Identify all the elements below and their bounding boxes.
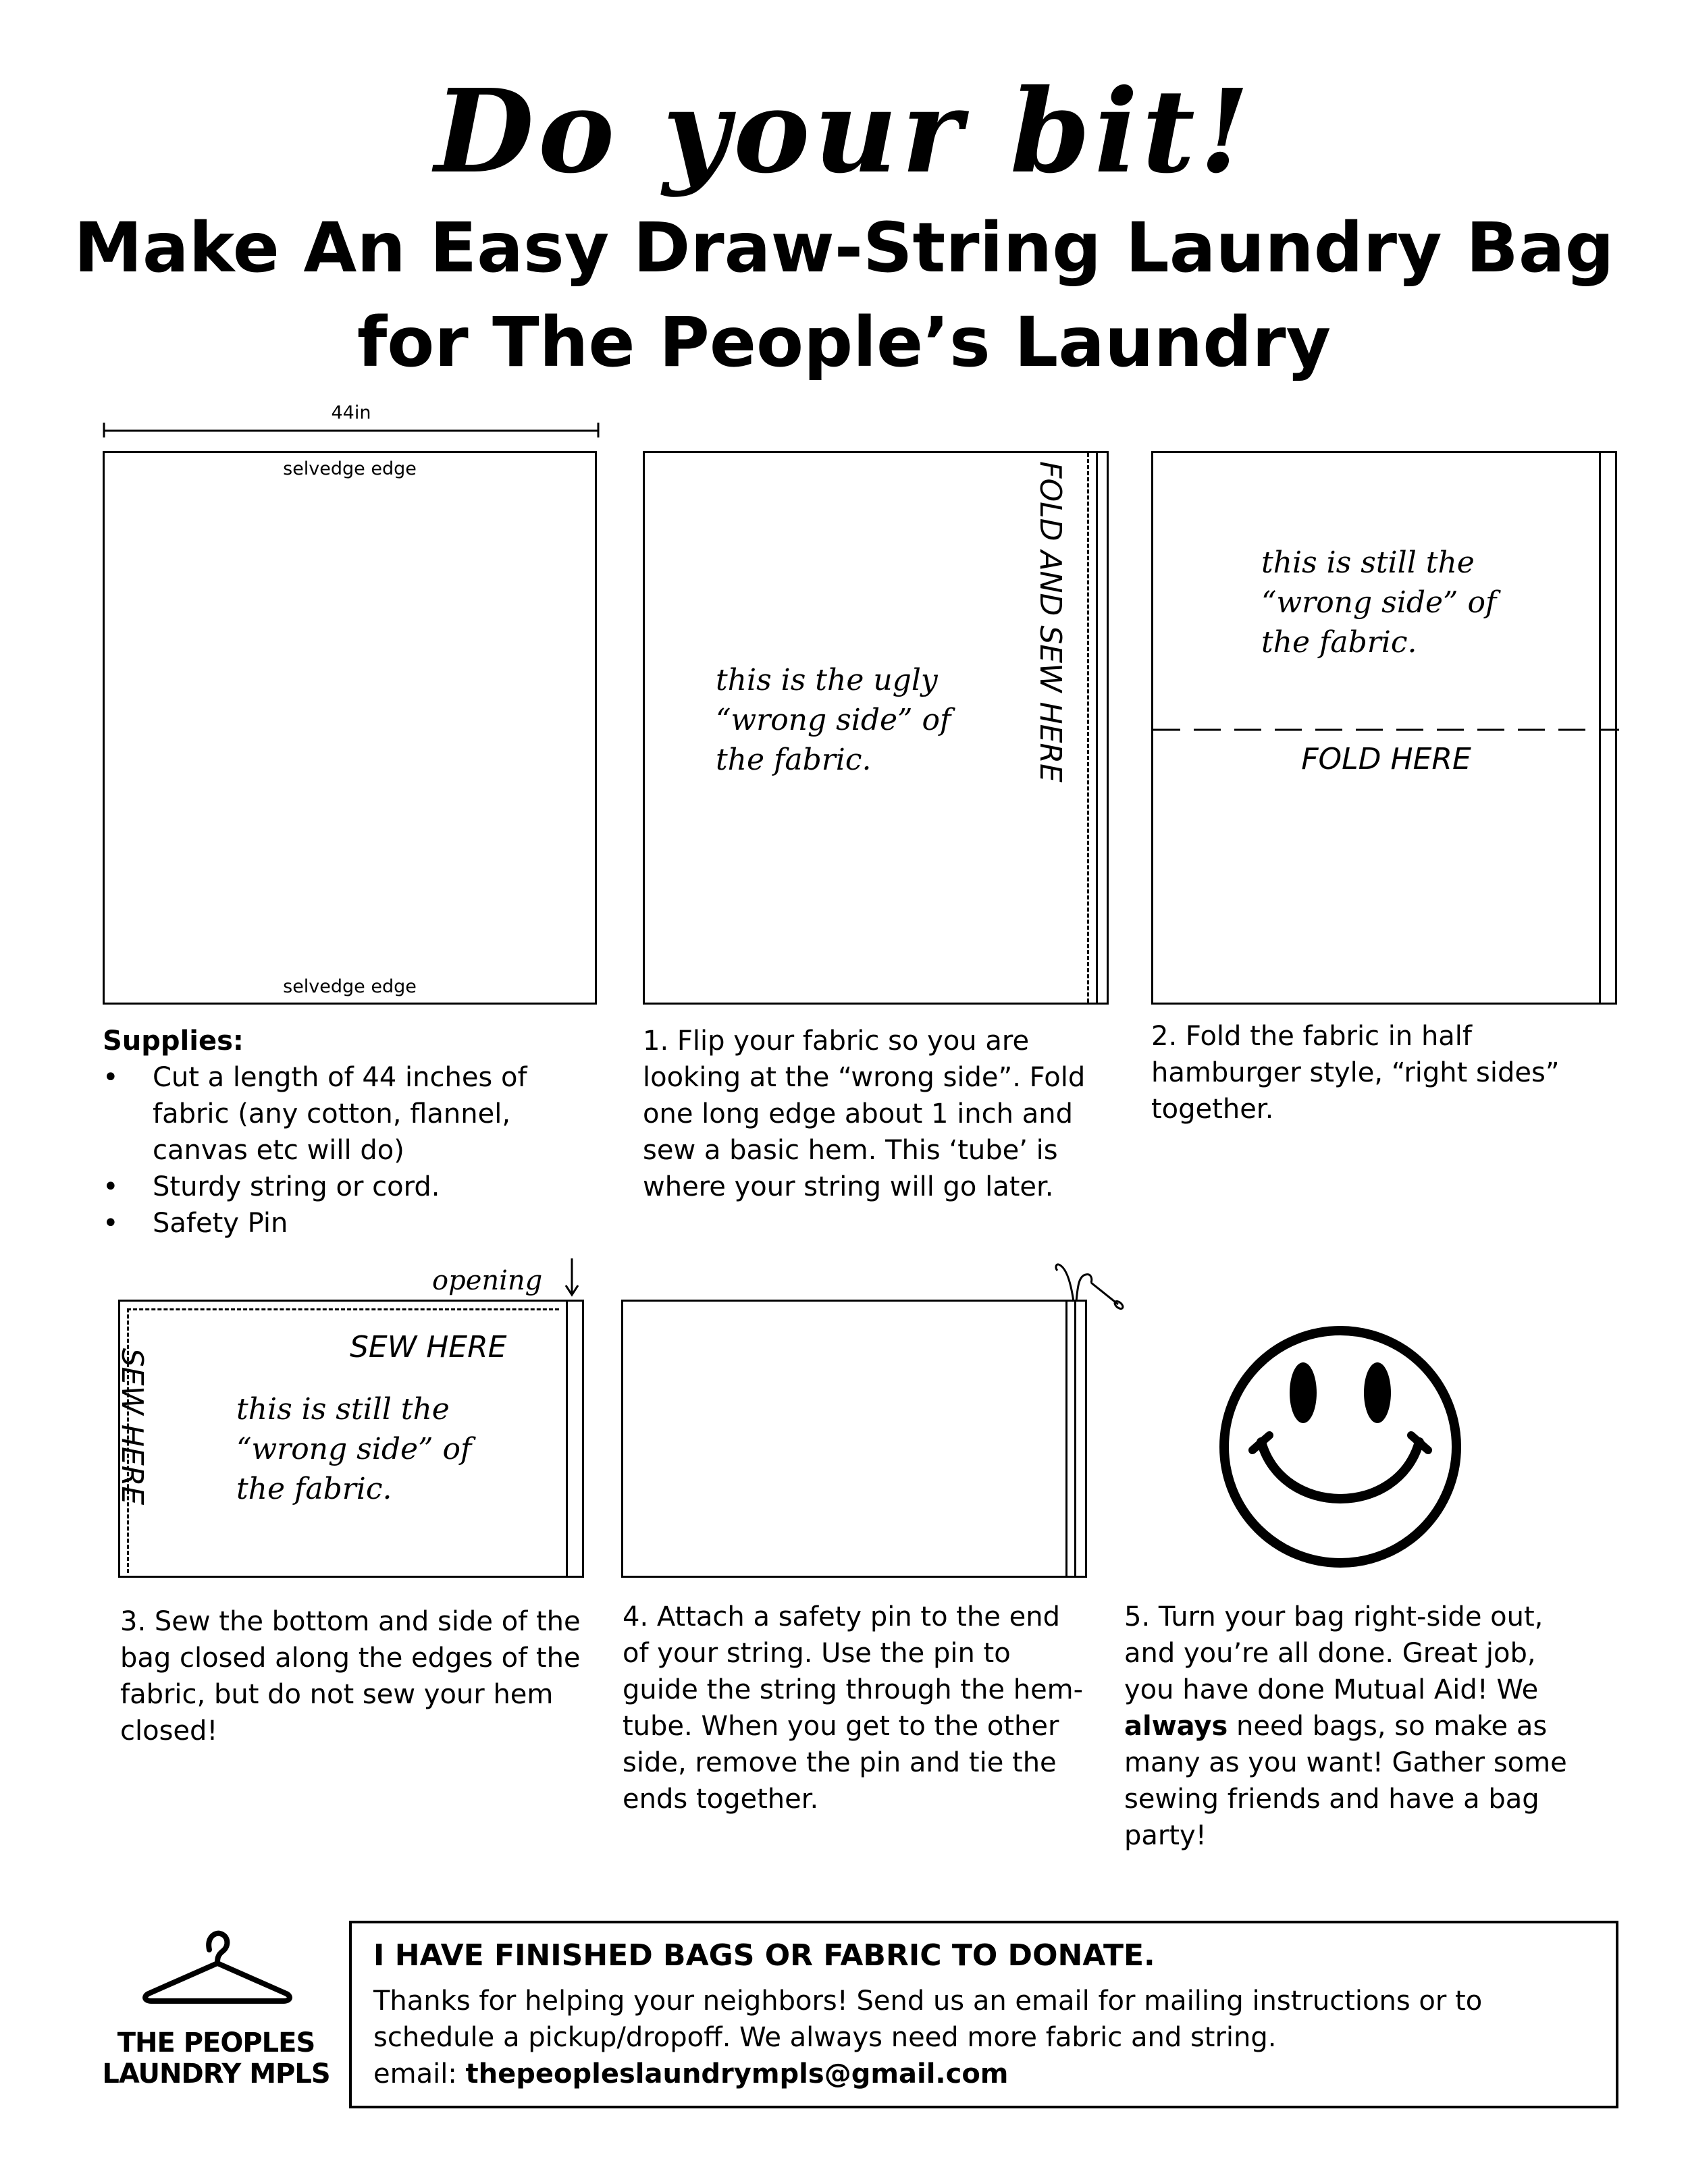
hem-stitch-line (1087, 453, 1089, 1003)
step-3-text: 3. Sew the bottom and side of the bag closed along the edges of the fabric, but do not sew your hem closed! (120, 1606, 581, 1747)
fabric-diagram (103, 451, 597, 1005)
string-diagram (621, 1300, 1087, 1578)
brand-name (101, 2027, 331, 2089)
hem-edge-line-3 (566, 1302, 568, 1576)
sew-here-top-label: SEW HERE (350, 1330, 507, 1364)
sew-here-side-label: SEW HERE (115, 1348, 149, 1506)
sew-diagram (115, 1300, 584, 1578)
supply-item: • Sturdy string or cord. (103, 1169, 589, 1205)
headline: Do your bit! (434, 64, 1254, 199)
donate-email-link[interactable]: thepeopleslaundrympls@gmail.com (465, 2058, 1009, 2089)
page-title-line2: for The People’s Laundry (357, 302, 1331, 383)
fold-dash-line (1153, 726, 1619, 733)
supplies-section (103, 1023, 589, 1242)
tube-line-b (1074, 1302, 1076, 1576)
step-5-text: 5. Turn your bag right-side out, and you’re all done. Great job, you have done Mutual Aid! We always need bags, so make as many as you want! Gather some sewing friends and have a bag party! (1124, 1601, 1567, 1851)
brand-line-1: THE PEOPLES (117, 2027, 315, 2058)
supply-item: • Cut a length of 44 inches of fabric (any cotton, flannel, canvas etc will do) (103, 1059, 589, 1169)
opening-arrow-icon (562, 1257, 582, 1298)
tube-line-a (1065, 1302, 1067, 1576)
selvedge-top-label: selvedge edge (283, 458, 417, 479)
fold-here-label: FOLD HERE (1301, 742, 1471, 776)
brand-line-2: LAUNDRY MPLS (102, 2058, 330, 2089)
safety-pin-string-icon (1053, 1256, 1134, 1310)
fold-diagram (1151, 451, 1617, 1005)
sew-top-stitch (127, 1308, 559, 1310)
wrong-side-note-3: this is still the “wrong side” of the fabric. (236, 1392, 472, 1506)
supply-item: • Safety Pin (103, 1205, 589, 1242)
donate-text: Thanks for helping your neighbors! Send us an email for mailing instructions or to schedule a pickup/dropoff. We always need more fabric and string. email: thepeopleslaundrympls@gmail.com (373, 1986, 1483, 2089)
donate-box (349, 1921, 1618, 2108)
supplies-heading: Supplies: (103, 1026, 244, 1057)
step-1-text: 1. Flip your fabric so you are looking at the “wrong side”. Fold one long edge about 1 inch and sew a basic hem. This ‘tube’ is where your string will go later. (643, 1026, 1086, 1202)
opening-label: opening (432, 1265, 543, 1296)
step-2-text: 2. Fold the fabric in half hamburger style, “right sides” together. (1151, 1021, 1560, 1125)
hanger-icon (142, 1929, 294, 2005)
fold-and-sew-label: FOLD AND SEW HERE (1033, 461, 1067, 782)
step-4-text: 4. Attach a safety pin to the end of your string. Use the pin to guide the string through the hem-tube. When you get to the other side, remove the pin and tie the ends together. (623, 1601, 1084, 1815)
hem-edge-line (1096, 453, 1098, 1003)
smiley-face-icon (1215, 1322, 1465, 1572)
width-label: 44in (331, 402, 371, 423)
selvedge-bottom-label: selvedge edge (283, 976, 417, 997)
page-title-line1: Make An Easy Draw-String Laundry Bag (74, 208, 1614, 288)
hem-diagram (643, 451, 1109, 1005)
wrong-side-note-2: this is still the “wrong side” of the fabric. (1261, 545, 1497, 660)
donate-heading: I HAVE FINISHED BAGS OR FABRIC TO DONATE. (373, 1938, 1155, 1973)
wrong-side-note-1: this is the ugly “wrong side” of the fabric. (716, 663, 951, 777)
